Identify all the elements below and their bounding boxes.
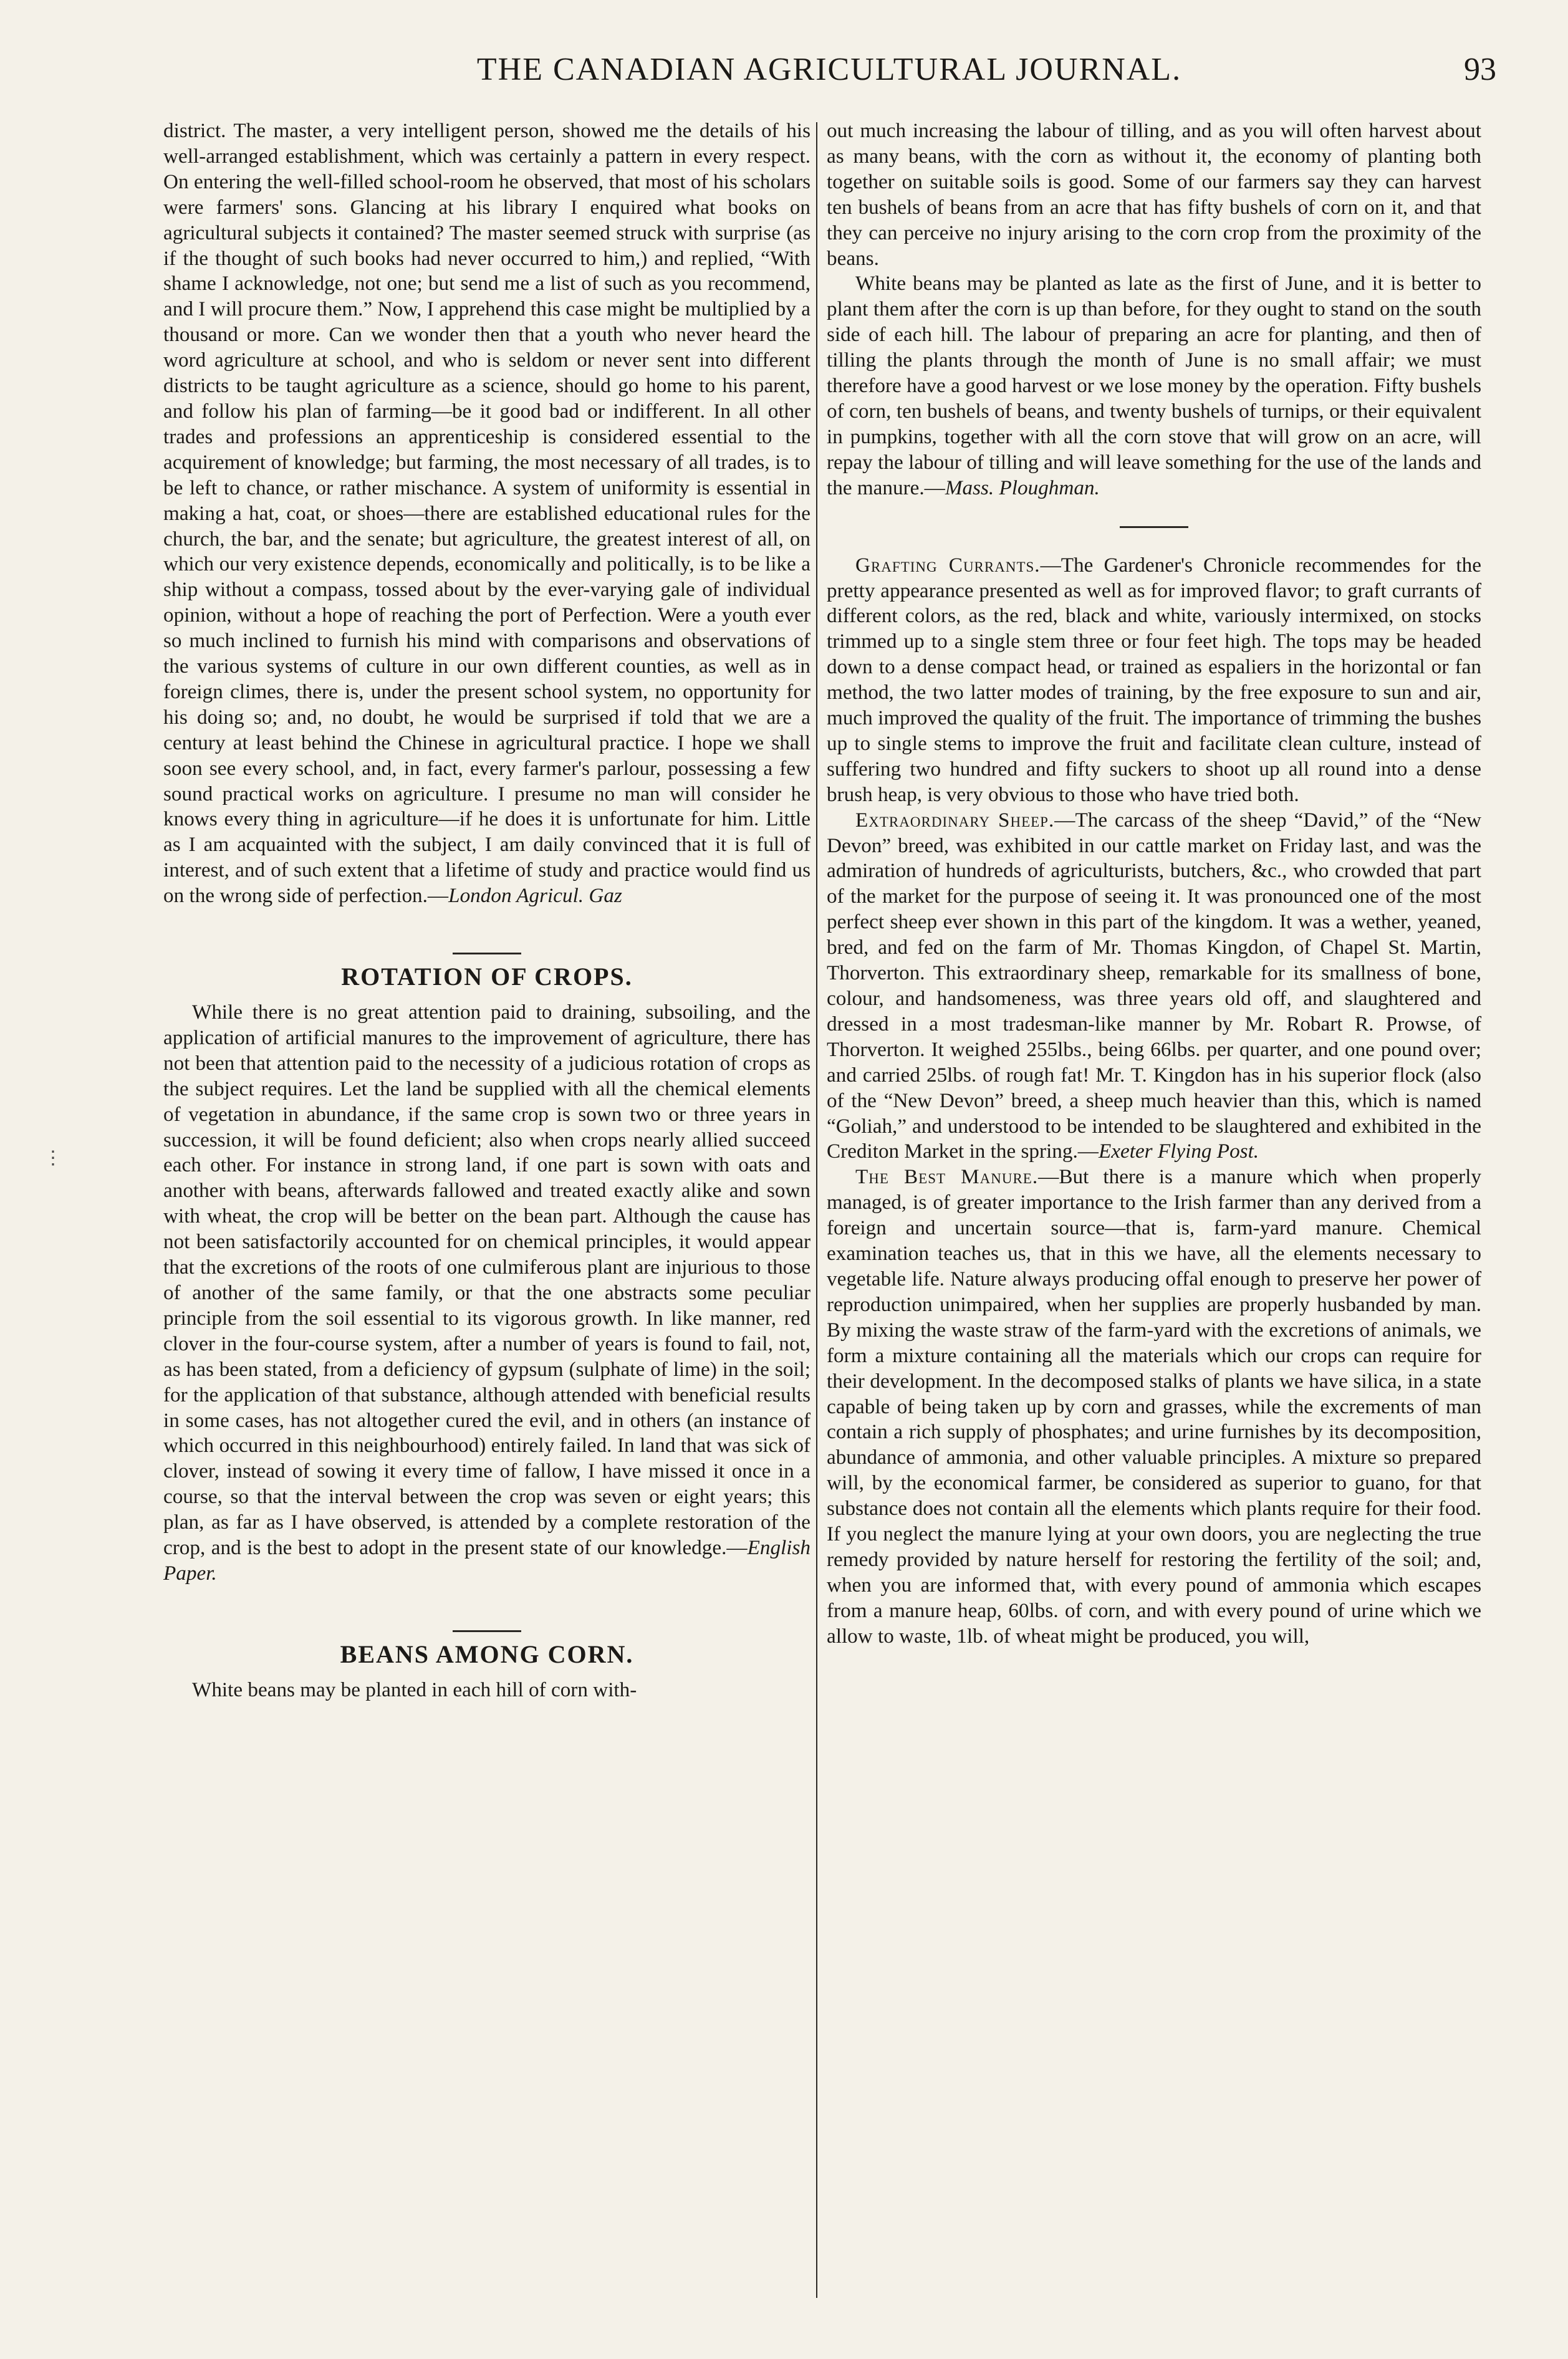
section-heading-rotation: ROTATION OF CROPS.	[341, 963, 633, 991]
paragraph-text: —But there is a manure which when properly managed, is of greater importance to the Irish farmer than any derived from a foreign and uncertain source—that is, farm-yard manure. Chemical examination teaches us, that in this we have, all the elements necessary to vegetable life. Nature always producing offal enough to preserve her power of reproduction unimpaired, when her supplies are properly husbanded by man. By mixing the waste straw of the farm-yard with the excretions of animals, we form a mixture containing all the materials which our crops can require for their development. In the decomposed stalks of plants we have silica, in a state capable of being taken up by corn and grasses, while the excrements of man contain a rich supply of phosphates; and urine furnishes by its decomposition, abundance of ammonia, and other valuable principles. A mixture so prepared will, by the economical farmer, be considered as superior to guano, for that substance does not contain all the elements which plants require for their food. If you neglect the manure lying at your own doors, you are neglecting the true remedy provided by nature herself for restoring the fertility of the soil; and, when you are informed that, with every pound of ammonia which escapes from a manure heap, 60lbs. of corn, and with every pound of urine which we allow to waste, 1lb. of wheat might be produced, you will,	[827, 1165, 1482, 1648]
grafting-article	[827, 553, 1481, 808]
left-column	[163, 118, 810, 1703]
article-lead: Grafting Currants.	[855, 553, 1041, 577]
paragraph-text: While there is no great attention paid to draining, subsoiling, and the application of artificial manures to the improvement of agriculture, there has not been that attention paid to the necessity of a judicious rotation of crops as the subject requires. Let the land be supplied with all the chemical elements of vegetation in abundance, if the same crop is sown two or three years in succession, it will be found deficient; also when crops nearly allied succeed each other. For instance in strong land, if one part is sown with oats and another with beans, afterwards fallowed and treated exactly alike and sown with wheat, the crop will be better on the bean part. Although the cause has not been satisfactorily accounted for on chemical principles, it would appear that the excretions of the roots of one culmiferous plant are injurious to those of another of the same family, or that the one abstracts some peculiar principle from the soil essential to its vigorous growth. In like manner, red clover in the four-course system, after a number of years is found to fail, not, as has been stated, from a deficiency of gypsum (sulphate of lime) in the soil; for the application of that substance, although attended with beneficial results in some cases, has not altogether cured the evil, and in others (an instance of which occurred in this neighbourhood) entirely failed. In land that was sick of clover, instead of sowing it every time of fallow, I have missed it once in a course, so that the interval between the crop was seven or eight years; this plan, as far as I have observed, is attended by a complete restoration of the crop, and is the best to adopt in the present state of our knowledge.—	[163, 1001, 810, 1560]
paragraph-text: —The Gardener's Chronicle recommendes for the pretty appearance presented as well as for improved flavor; to graft currants of different colors, as the red, black and white, variously intermixed, on stocks trimmed up to a single stem three or four feet high. The tops may be headed down to a dense compact head, or trained as espaliers in the horizontal or fan method, the two latter modes of training, by the free exposure to sun and air, much improved the quality of the fruit. The importance of trimming the bushes up to single stems to improve the fruit and facilitate clean culture, instead of suffering two hundred and fifty suckers to shoot up all round into a dense brush heap, is very obvious to those who have tried both.	[827, 553, 1481, 806]
paragraph-text: White beans may be planted as late as the first of June, and it is better to plant them after the corn is up than before, for they ought to stand on the south side of each hill. The labour of preparing an acre for planting, and then of tilling the plants through the month of June is no small affair; we must therefore have a good harvest or we lose money by the operation. Fifty bushels of corn, ten bushels of beans, and twenty bushels of turnips, or their equivalent in pumpkins, together with all the corn stove that will grow on an acre, will repay the labour of tilling and will leave something for the use of the lands and the manure.—	[827, 272, 1481, 499]
section-heading-beans: BEANS AMONG CORN.	[340, 1640, 634, 1668]
article-lead: The Best Manure.	[855, 1165, 1039, 1189]
column-divider	[816, 122, 817, 2298]
beans-article-start: White beans may be planted in each hill of corn with-	[192, 1678, 637, 1701]
source-citation: London Agricul. Gaz	[448, 884, 622, 908]
source-citation: Mass. Ploughman.	[945, 476, 1100, 499]
page-header	[162, 51, 1496, 107]
right-column	[827, 118, 1481, 1650]
journal-title: THE CANADIAN AGRICULTURAL JOURNAL.	[476, 52, 1182, 87]
beans-article-continuation: out much increasing the labour of tilling, and as you will often harvest about as many beans, with the corn as without it, the economy of planting both together on suitable soils is good. Some of our farmers say they can harvest ten bushels of beans from an acre that has fifty bushels of corn on it, and that they can perceive no injury arising to the corn crop from the proximity of the beans.	[827, 119, 1481, 270]
manure-article	[827, 1165, 1481, 1649]
source-citation: English Paper.	[163, 1536, 810, 1585]
rotation-article	[163, 1000, 810, 1587]
beans-article-paragraph	[827, 271, 1481, 501]
sheep-article	[827, 808, 1481, 1165]
article-lead: Extraordinary Sheep.	[855, 808, 1055, 832]
paragraph-text: —The carcass of the sheep “David,” of the “New Devon” breed, was exhibited in our cattle market on Friday last, and was the admiration of hundreds of agriculturists, butchers, &c., who crowded that part of the market for the purpose of seeing it. It was pronounced one of the most perfect sheep ever shown in this part of the kingdom. It was a wether, yeaned, bred, and fed on the farm of Mr. Thomas Kingdon, of Chapel St. Martin, Thorverton. This extraordinary sheep, remarkable for its smallness of bone, colour, and handsomeness, was three years old off, and slaughtered and dressed in a most tradesman-like manner by Mr. Robart R. Prowse, of Thorverton. It weighed 255lbs., being 66lbs. per quarter, and one pound over; and carried 25lbs. of rough fat! Mr. T. Kingdon has in his superior flock (also of the “New Devon” breed, a sheep much heavier than this, which is named “Goliah,” and understood to be intended to be slaughtered and exhibited in the Crediton Market in the spring.—	[827, 808, 1481, 1163]
article-continuation	[163, 118, 810, 909]
margin-mark: ⋮	[44, 1148, 62, 1168]
paragraph-text: district. The master, a very intelligent person, showed me the details of his well-arranged establishment, which was certainly a pattern in every respect. On entering the well-filled school-room he observed, that most of his scholars were farmers' sons. Glancing at his library I enquired what books on agricultural subjects it contained? The master seemed struck with surprise (as if the thought of such books had never occurred to him,) and replied, “With shame I acknowledge, not one; but send me a list of such as you recommend, and I will procure them.” Now, I apprehend this case might be multiplied by a thousand or more. Can we wonder then that a youth who never heard the word agriculture at school, and who is seldom or never sent into different districts to be taught agriculture as a science, should go home to his parent, and follow his plan of farming—be it good bad or indifferent. In all other trades and professions an apprenticeship is considered essential to the acquirement of knowledge; but farming, the most necessary of all trades, is to be left to chance, or rather mischance. A system of uniformity is essential in making a hat, coat, or shoes—there are established educational rules for the church, the bar, and the senate; but agriculture, the greatest interest of all, on which our very existence depends, economically and politically, is to be like a ship without a compass, tossed about by the ever-varying gale of individual opinion, without a hope of reaching the port of Perfection. Were a youth ever so much inclined to furnish his mind with comparisons and observations of the various systems of culture in our own different counties, as well as in foreign climes, there is, under the present school system, no opportunity for his doing so; and, no doubt, he would be surprised if told that we are a century at least behind the Chinese in agricultural practice. I hope we shall soon see every school, and, in fact, every farmer's parlour, possessing a few sound practical works on agriculture. I presume no man will consider he knows every thing in agriculture—if he does it is unfortunate for him. Little as I am acquainted with the subject, I am daily convinced that it is full of interest, and of such extent that a lifetime of study and practice would find us on the wrong side of perfection.—	[163, 119, 810, 908]
page-number: 93	[1464, 52, 1496, 87]
source-citation: Exeter Flying Post.	[1098, 1140, 1259, 1163]
